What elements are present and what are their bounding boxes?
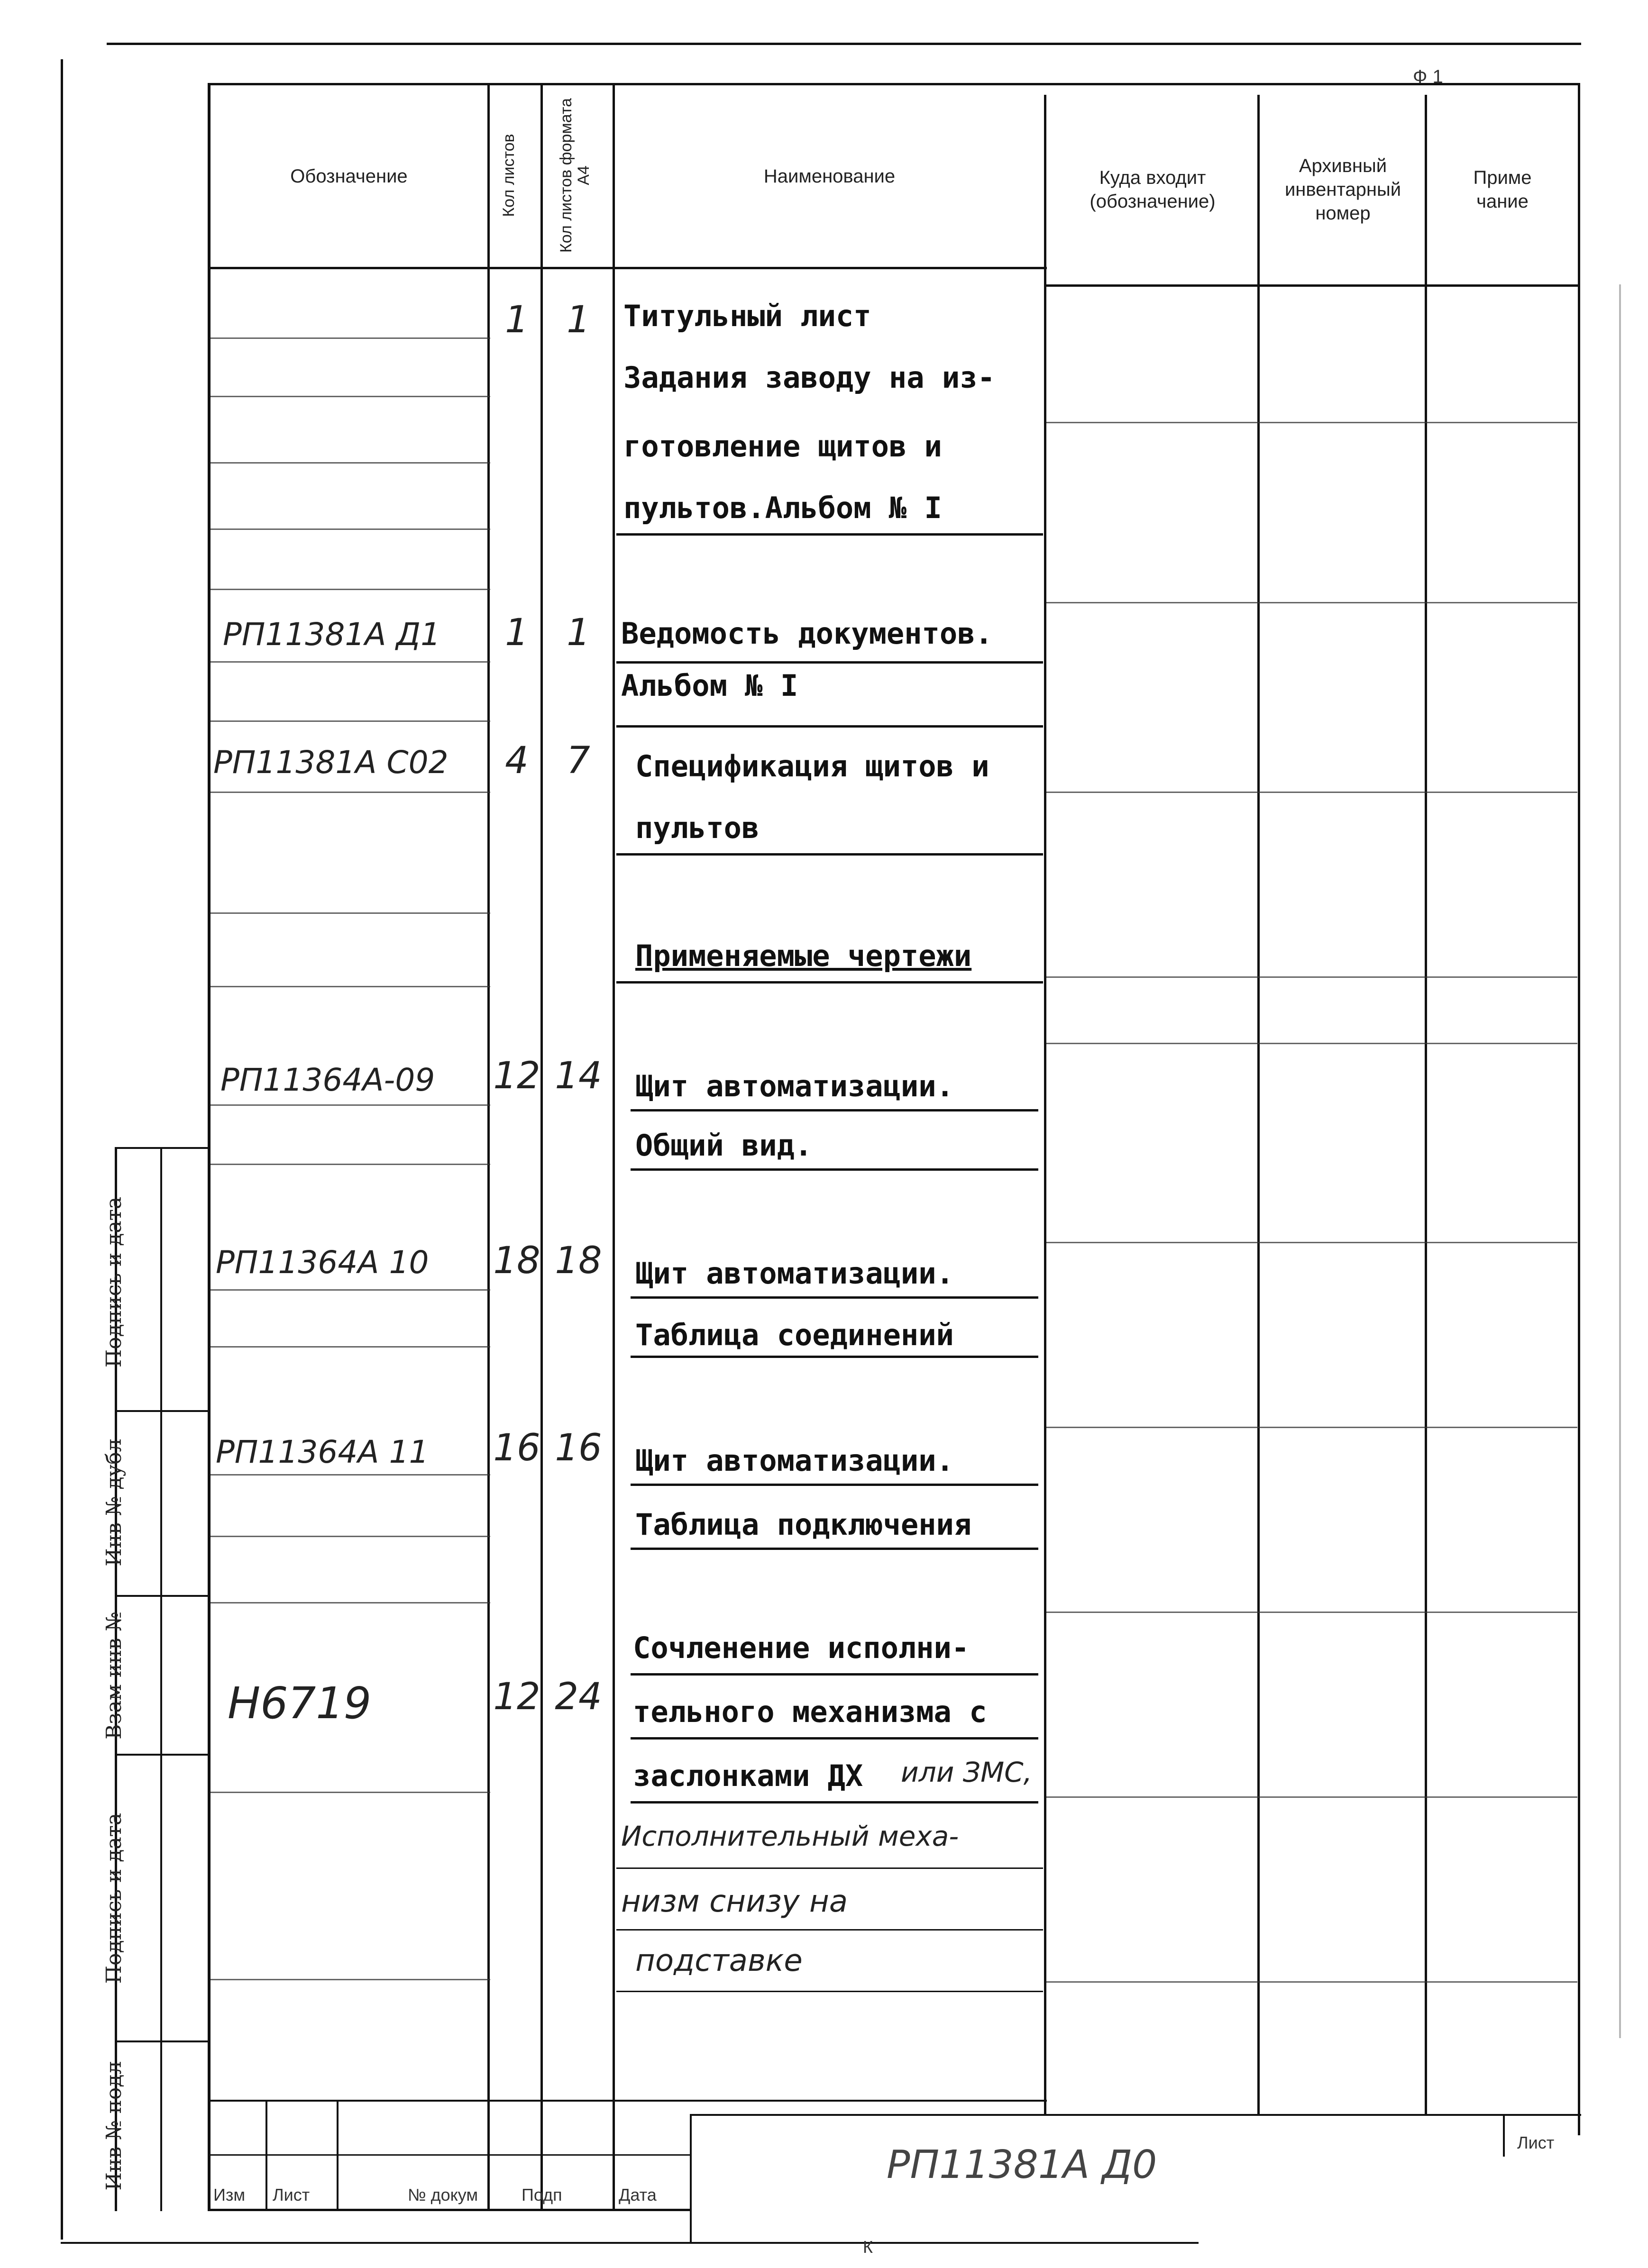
row-name-line: пультов bbox=[635, 811, 760, 845]
row-sheets: 16 bbox=[493, 1427, 540, 1469]
row-format: 1 bbox=[567, 299, 590, 341]
header-bottom-line bbox=[208, 267, 1047, 269]
document-code: РП11381А Д0 bbox=[887, 2142, 1157, 2187]
frame-bottom-line bbox=[61, 2242, 1199, 2244]
row-line bbox=[211, 1346, 490, 1348]
row-designation: РП11364А-09 bbox=[220, 1062, 435, 1098]
header-note: Приме чание bbox=[1473, 167, 1532, 212]
name-underline bbox=[631, 1296, 1038, 1299]
row-line bbox=[211, 720, 490, 722]
row-format: 14 bbox=[555, 1055, 602, 1097]
row-format: 7 bbox=[567, 739, 590, 782]
header-designation: Обозначение bbox=[290, 165, 408, 187]
titleblock-mid bbox=[208, 2154, 691, 2156]
row-name-line: Применяемые чертежи bbox=[635, 938, 972, 973]
row-name-line: заслонками ДХ bbox=[633, 1758, 863, 1793]
header-sheets-format bbox=[558, 90, 595, 261]
name-underline bbox=[631, 1356, 1038, 1358]
sheet-label: Лист bbox=[1517, 2133, 1555, 2152]
row-name-line: Задания заводу на из- bbox=[623, 360, 995, 395]
row-line-right bbox=[1046, 422, 1577, 423]
side-divider bbox=[115, 1595, 210, 1597]
name-underline bbox=[616, 853, 1043, 856]
row-sheets: 12 bbox=[493, 1676, 540, 1718]
titleblock-col bbox=[337, 2100, 339, 2211]
row-name-line: Общий вид. bbox=[635, 1128, 813, 1163]
name-underline bbox=[616, 725, 1043, 728]
titleblock-line bbox=[690, 2114, 1581, 2116]
row-line-right bbox=[1046, 1796, 1577, 1798]
name-underline bbox=[616, 1867, 1043, 1869]
side-inner-line bbox=[160, 1147, 162, 2211]
row-line bbox=[211, 1164, 490, 1165]
side-label-sign-date-2: Подпись и дата bbox=[102, 1813, 126, 1984]
row-designation: РП11364А 10 bbox=[216, 1244, 429, 1281]
side-label-inv-podl: Инв № подл bbox=[102, 2061, 126, 2191]
row-name-line: Сочленение исполни- bbox=[633, 1630, 970, 1665]
row-line bbox=[211, 661, 490, 663]
row-sheets: 1 bbox=[505, 611, 529, 654]
footer-label: К bbox=[863, 2237, 873, 2257]
row-line-right bbox=[1046, 1427, 1577, 1428]
row-line-right bbox=[1046, 602, 1577, 603]
row-name-handwritten: низм снизу на bbox=[621, 1884, 848, 1919]
frame-left-line bbox=[61, 59, 63, 2240]
row-sheets: 12 bbox=[493, 1055, 540, 1097]
form-label: Ф 1 bbox=[1413, 66, 1443, 87]
row-line bbox=[211, 1289, 490, 1291]
row-name-line: Спецификация щитов и bbox=[635, 749, 989, 783]
name-underline bbox=[616, 661, 1043, 664]
row-line bbox=[211, 589, 490, 590]
name-underline bbox=[631, 1737, 1038, 1740]
row-name-line: Щит автоматизации. bbox=[635, 1256, 954, 1291]
row-name-line: Таблица соединений bbox=[635, 1318, 954, 1352]
row-line bbox=[211, 462, 490, 464]
name-underline bbox=[631, 1673, 1038, 1676]
bottom-label-doc: № докум bbox=[408, 2185, 478, 2204]
row-line bbox=[211, 1536, 490, 1537]
side-label-sign-date: Подпись и дата bbox=[102, 1196, 126, 1368]
row-line bbox=[211, 986, 490, 987]
side-divider bbox=[115, 1754, 210, 1756]
name-underline bbox=[616, 981, 1043, 984]
row-name-line: Щит автоматизации. bbox=[635, 1069, 954, 1103]
name-underline bbox=[631, 1109, 1038, 1111]
row-designation: Н6719 bbox=[228, 1678, 372, 1729]
side-divider bbox=[115, 1410, 210, 1412]
col-divider-6 bbox=[1425, 95, 1427, 2114]
row-name-line: Титульный лист bbox=[623, 299, 871, 333]
header-bottom-line-right bbox=[1044, 284, 1580, 287]
header-sheets-count: Кол листов bbox=[500, 134, 518, 217]
row-format: 1 bbox=[567, 611, 590, 654]
row-line-right bbox=[1046, 1981, 1577, 1983]
row-line-right bbox=[1046, 792, 1577, 793]
header-archive-number: Архивный инвентарный номер bbox=[1284, 155, 1401, 224]
row-line bbox=[211, 1979, 490, 1980]
row-designation: РП11381А Д1 bbox=[223, 616, 441, 653]
row-name-line: пультов.Альбом № I bbox=[623, 491, 942, 525]
row-line bbox=[211, 792, 490, 793]
row-name-line: Ведомость документов. bbox=[621, 616, 993, 651]
name-underline bbox=[631, 1484, 1038, 1486]
row-line bbox=[211, 1104, 490, 1106]
col-divider-3 bbox=[613, 83, 615, 2211]
row-name-handwritten: подставке bbox=[635, 1943, 803, 1978]
row-name-handwritten: Исполнительный меха- bbox=[621, 1820, 959, 1852]
name-underline bbox=[631, 1548, 1038, 1550]
row-line bbox=[211, 337, 490, 339]
col-divider-2 bbox=[540, 83, 543, 2211]
row-name-line: Таблица подключения bbox=[635, 1507, 972, 1542]
col-divider-5 bbox=[1257, 95, 1260, 2114]
row-name-line: готовление щитов и bbox=[623, 429, 942, 464]
name-underline bbox=[631, 1168, 1038, 1171]
row-name-line: Щит автоматизации. bbox=[635, 1443, 954, 1478]
titleblock-sheet-box bbox=[1503, 2114, 1505, 2157]
row-line bbox=[211, 1602, 490, 1603]
row-line bbox=[211, 396, 490, 397]
side-column-outer bbox=[115, 1147, 210, 1149]
col-divider-4 bbox=[1044, 95, 1046, 2114]
header-sheets-format-text: Кол листов формата А4 bbox=[557, 98, 593, 253]
titleblock-top bbox=[208, 2100, 1047, 2102]
row-name-handwritten: или ЗМС, bbox=[901, 1756, 1033, 1788]
row-sheets: 18 bbox=[493, 1239, 540, 1282]
bottom-label-izm: Изм bbox=[213, 2185, 246, 2204]
row-designation: РП11364А 11 bbox=[216, 1434, 429, 1470]
name-underline bbox=[616, 1991, 1043, 1992]
bottom-label-list: Лист bbox=[273, 2185, 310, 2204]
row-sheets: 1 bbox=[505, 299, 529, 341]
row-line-right bbox=[1046, 1612, 1577, 1613]
col-divider-1 bbox=[487, 83, 490, 2211]
titleblock-col bbox=[690, 2114, 692, 2242]
titleblock-col bbox=[266, 2100, 267, 2211]
table-bottom-border bbox=[208, 2209, 691, 2211]
row-format: 16 bbox=[555, 1427, 602, 1469]
header-name: Наименование bbox=[763, 165, 896, 187]
row-line-right bbox=[1046, 1043, 1577, 1044]
row-line bbox=[211, 1792, 490, 1793]
row-line bbox=[211, 1474, 490, 1476]
row-line-right bbox=[1046, 976, 1577, 978]
table-right-border bbox=[1578, 83, 1580, 2135]
name-underline bbox=[616, 533, 1043, 536]
bottom-label-sign: Подп bbox=[522, 2185, 562, 2204]
side-divider bbox=[115, 2040, 210, 2042]
row-name-line: Альбом № I bbox=[621, 668, 798, 703]
row-line-right bbox=[1046, 1242, 1577, 1243]
bottom-label-date: Дата bbox=[619, 2185, 657, 2204]
row-designation: РП11381А С02 bbox=[213, 744, 449, 781]
header-where-used: Куда входит (обозначение) bbox=[1090, 167, 1216, 212]
row-line bbox=[211, 528, 490, 530]
row-name-line: тельного механизма с bbox=[633, 1694, 987, 1729]
scan-edge-line bbox=[1619, 284, 1621, 2038]
side-label-vzam-inv: Взам инв № bbox=[102, 1612, 126, 1740]
row-line bbox=[211, 912, 490, 914]
row-format: 24 bbox=[555, 1676, 602, 1718]
frame-top-line bbox=[107, 43, 1581, 45]
row-sheets: 4 bbox=[505, 739, 529, 782]
side-label-inv-dubl: Инв № дубл bbox=[102, 1439, 126, 1567]
row-format: 18 bbox=[555, 1239, 602, 1282]
name-underline bbox=[631, 1801, 1038, 1803]
name-underline bbox=[616, 1929, 1043, 1931]
